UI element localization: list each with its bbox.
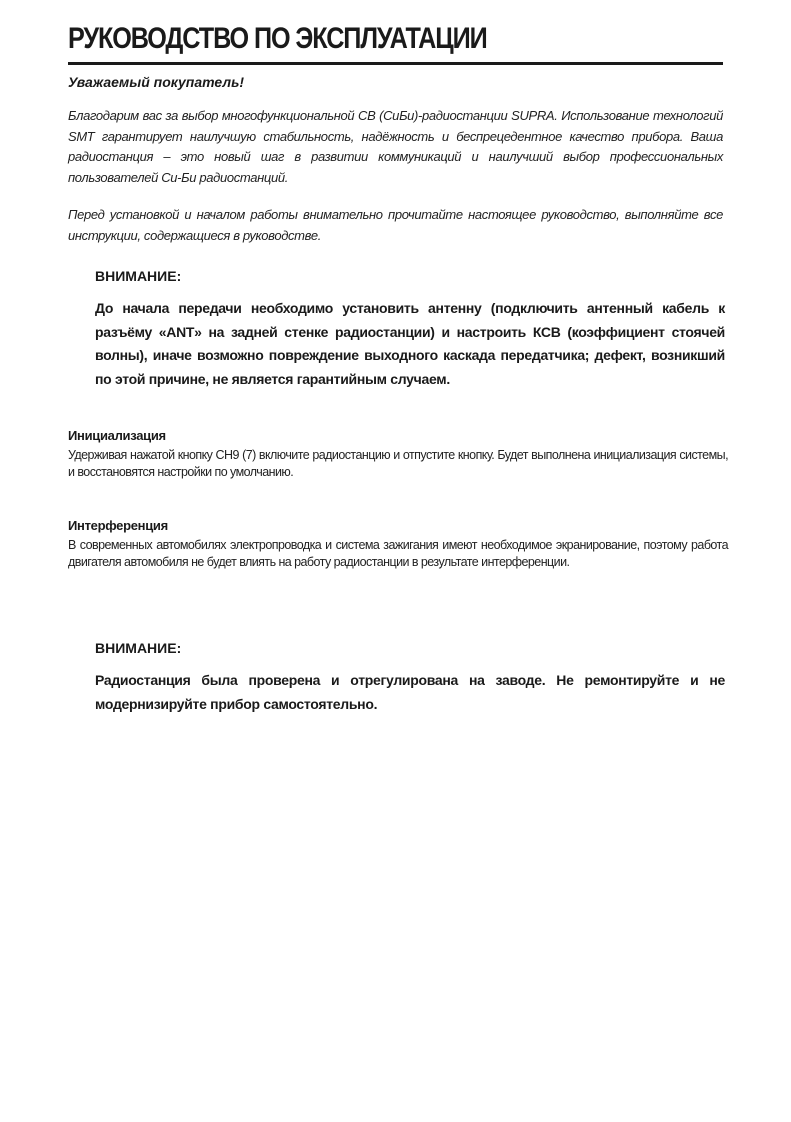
- initialization-section: [68, 428, 728, 481]
- intro-paragraph: Благодарим вас за выбор многофункциональной СВ (СиБи)-радиостанции SUPRA. Использование технологий SMT гарантирует наилучшую стабильность, надёжность и беспрецедентное качество прибора. Ваша радиостанция – это новый шаг в развитии коммуникаций и наилучший выбор профессиональных пользователей Си-Би радиостанций.: [68, 108, 723, 185]
- interference-section: [68, 518, 728, 571]
- instructions-paragraph: Перед установкой и началом работы внимательно прочитайте настоящее руководство, выполняйте все инструкции, содержащиеся в руководстве.: [68, 207, 723, 243]
- initialization-heading: Инициализация: [68, 428, 166, 443]
- repair-warning: [95, 640, 725, 716]
- warning-label: ВНИМАНИЕ:: [95, 640, 182, 656]
- interference-heading: Интерференция: [68, 518, 168, 533]
- warning-text: Радиостанция была проверена и отрегулирована на заводе. Не ремонтируйте и не модернизируйте прибор самостоятельно.: [95, 672, 725, 712]
- interference-text: В современных автомобилях электропроводка и система зажигания имеют необходимое экранирование, поэтому работа двигателя автомобиля не будет влиять на работу радиостанции в результате интерференции.: [68, 538, 728, 569]
- title-underline: [68, 62, 723, 65]
- initialization-text: Удерживая нажатой кнопку CH9 (7) включите радиостанцию и отпустите кнопку. Будет выполнена инициализация системы, и восстановятся настройки по умолчанию.: [68, 448, 728, 479]
- antenna-warning: [95, 268, 725, 391]
- warning-text: До начала передачи необходимо установить антенну (подключить антенный кабель к разъёму «ANT» на задней стенке радиостанции) и настроить КСВ (коэффициент стоячей волны), иначе возможно повреждение выходного каскада передатчика; дефект, возникший по этой причине, не является гарантийным случаем.: [95, 300, 725, 387]
- greeting: Уважаемый покупатель!: [68, 74, 245, 90]
- manual-page: [68, 0, 728, 1122]
- page-title: РУКОВОДСТВО ПО ЭКСПЛУАТАЦИИ: [68, 22, 487, 55]
- warning-label: ВНИМАНИЕ:: [95, 268, 182, 284]
